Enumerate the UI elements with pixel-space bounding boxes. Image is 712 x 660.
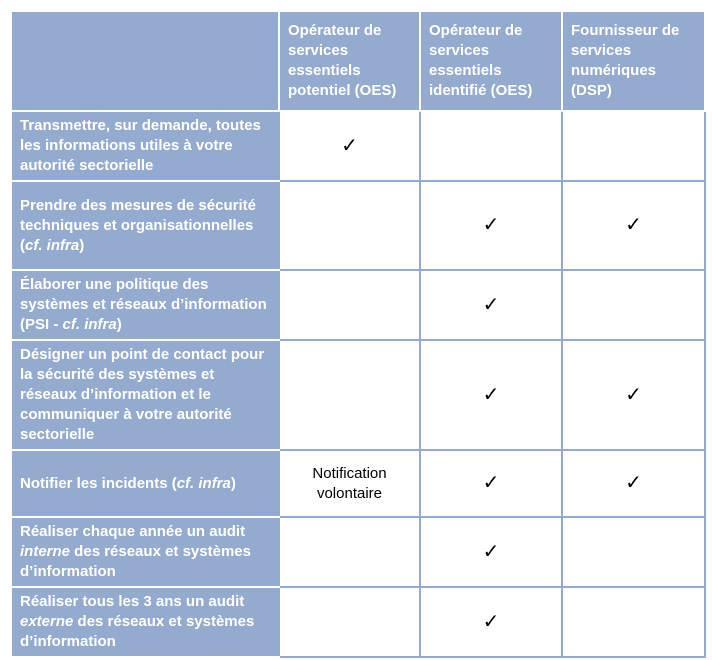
notification-volontaire-text: Notification volontaire (312, 464, 387, 502)
cell-oes-identifie (420, 450, 562, 517)
cell-oes-potentiel (279, 270, 420, 340)
row-label-audit-externe: Réaliser tous les 3 ans un audit externe des réseaux et systèmes d’information (11, 587, 279, 657)
check-icon: ✓ (482, 291, 500, 316)
cell-oes-potentiel (279, 340, 420, 450)
check-icon: ✓ (625, 381, 642, 406)
check-icon: ✓ (482, 470, 500, 494)
table-row (11, 340, 705, 450)
row-label-transmettre: Transmettre, sur demande, toutes les informations utiles à votre autorité sectorielle (11, 111, 279, 181)
cell-oes-potentiel (279, 587, 420, 657)
cell-dsp (562, 181, 705, 270)
header-corner-cell (11, 11, 279, 111)
obligations-table-container (10, 10, 704, 658)
check-icon: ✓ (625, 212, 642, 236)
header-dsp: Fournisseur de services numériques (DSP) (562, 11, 705, 111)
row-label-audit-interne: Réaliser chaque année un audit interne des réseaux et systèmes d’information (11, 517, 279, 587)
table-row (11, 270, 705, 340)
cell-dsp (562, 111, 705, 181)
cell-oes-identifie (420, 587, 562, 657)
cell-oes-identifie (420, 270, 562, 340)
table-row (11, 111, 705, 181)
table-row (11, 181, 705, 270)
cell-dsp (562, 340, 705, 450)
check-icon: ✓ (341, 132, 358, 157)
check-icon: ✓ (482, 212, 500, 236)
cell-oes-identifie (420, 111, 562, 181)
table-row (11, 517, 705, 587)
obligations-table (10, 10, 706, 658)
row-label-mesures-securite: Prendre des mesures de sécurité techniques et organisationnelles (cf. infra) (11, 181, 279, 270)
cell-oes-potentiel (279, 111, 420, 181)
row-label-notifier-incidents: Notifier les incidents (cf. infra) (11, 450, 279, 517)
row-label-politique-psi: Élaborer une politique des systèmes et réseaux d’information (PSI - cf. infra) (11, 270, 279, 340)
header-oes-identifie: Opérateur de services essentiels identifié (OES) (420, 11, 562, 111)
cell-dsp (562, 587, 705, 657)
check-icon: ✓ (625, 470, 642, 494)
cell-oes-potentiel (279, 450, 420, 517)
check-icon: ✓ (482, 381, 500, 406)
check-icon: ✓ (482, 608, 500, 633)
table-row (11, 587, 705, 657)
cell-dsp (562, 450, 705, 517)
table-header-row (11, 11, 705, 111)
cell-oes-potentiel (279, 181, 420, 270)
row-label-point-de-contact: Désigner un point de contact pour la sécurité des systèmes et réseaux d’information et le communiquer à votre autorité sectorielle (11, 340, 279, 450)
table-row (11, 450, 705, 517)
cell-oes-potentiel (279, 517, 420, 587)
cell-dsp (562, 517, 705, 587)
cell-oes-identifie (420, 340, 562, 450)
cell-oes-identifie (420, 181, 562, 270)
check-icon: ✓ (482, 538, 500, 563)
cell-dsp (562, 270, 705, 340)
header-oes-potentiel: Opérateur de services essentiels potentiel (OES) (279, 11, 420, 111)
cell-oes-identifie (420, 517, 562, 587)
